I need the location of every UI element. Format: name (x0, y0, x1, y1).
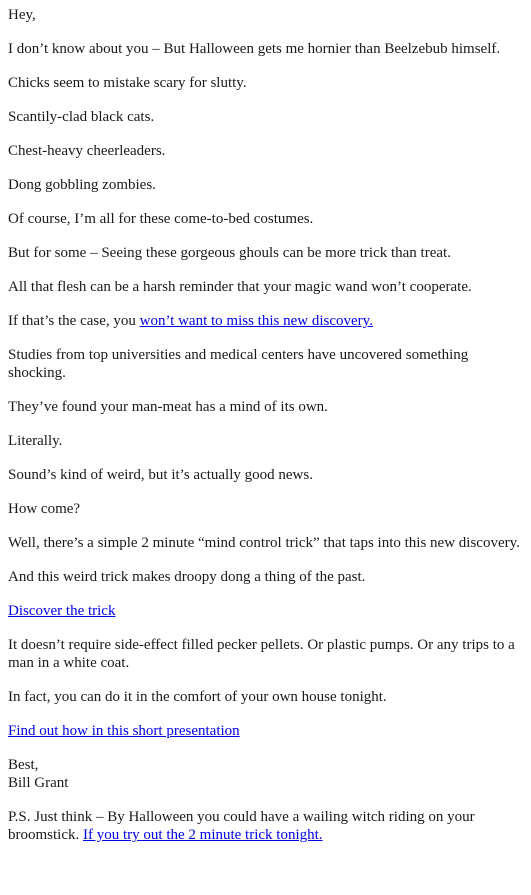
paragraph-zombies: Dong gobbling zombies. (8, 177, 156, 193)
link-presentation[interactable]: Find out how in this short presentation (8, 723, 240, 739)
greeting: Hey, (8, 7, 36, 23)
link-new-discovery[interactable]: won’t want to miss this new discovery. (139, 313, 373, 329)
paragraph-ps (8, 808, 523, 844)
paragraph-trick-treat: But for some – Seeing these gorgeous ghouls can be more trick than treat. (8, 245, 451, 261)
signature-block (8, 756, 523, 792)
paragraph-cheerleaders: Chest-heavy cheerleaders. (8, 143, 166, 159)
paragraph-presentation-link (8, 722, 523, 740)
paragraph-tonight: In fact, you can do it in the comfort of your own house tonight. (8, 689, 387, 705)
paragraph-mind-control: Well, there’s a simple 2 minute “mind control trick” that taps into this new discovery. (8, 535, 520, 551)
paragraph-weird-trick: And this weird trick makes droopy dong a thing of the past. (8, 569, 366, 585)
link-try-trick[interactable]: If you try out the 2 minute trick tonight. (83, 827, 323, 843)
paragraph-no-pills: It doesn’t require side-effect filled pecker pellets. Or plastic pumps. Or any trips to a man in a white coat. (8, 637, 515, 671)
paragraph-magic-wand: All that flesh can be a harsh reminder that your magic wand won’t cooperate. (8, 279, 472, 295)
paragraph-costumes: Of course, I’m all for these come-to-bed costumes. (8, 211, 314, 227)
signoff: Best, (8, 757, 39, 773)
paragraph-chicks: Chicks seem to mistake scary for slutty. (8, 75, 247, 91)
paragraph-literally: Literally. (8, 433, 63, 449)
paragraph-discover-link (8, 602, 523, 620)
paragraph-discovery-text: If that’s the case, you (8, 313, 140, 329)
paragraph-studies: Studies from top universities and medical centers have uncovered something shocking. (8, 347, 469, 381)
paragraph-good-news: Sound’s kind of weird, but it’s actually good news. (8, 467, 313, 483)
signature-name: Bill Grant (8, 775, 69, 791)
paragraph-discovery (8, 312, 523, 330)
paragraph-how-come: How come? (8, 501, 81, 517)
paragraph-black-cats: Scantily-clad black cats. (8, 109, 155, 125)
paragraph-halloween: I don’t know about you – But Halloween gets me hornier than Beelzebub himself. (8, 41, 501, 57)
paragraph-mind-of-own: They’ve found your man-meat has a mind of its own. (8, 399, 328, 415)
link-discover-trick[interactable]: Discover the trick (8, 603, 116, 619)
ps-text: P.S. Just think – By Halloween you could have a wailing witch riding on your broomstick. (8, 809, 475, 843)
